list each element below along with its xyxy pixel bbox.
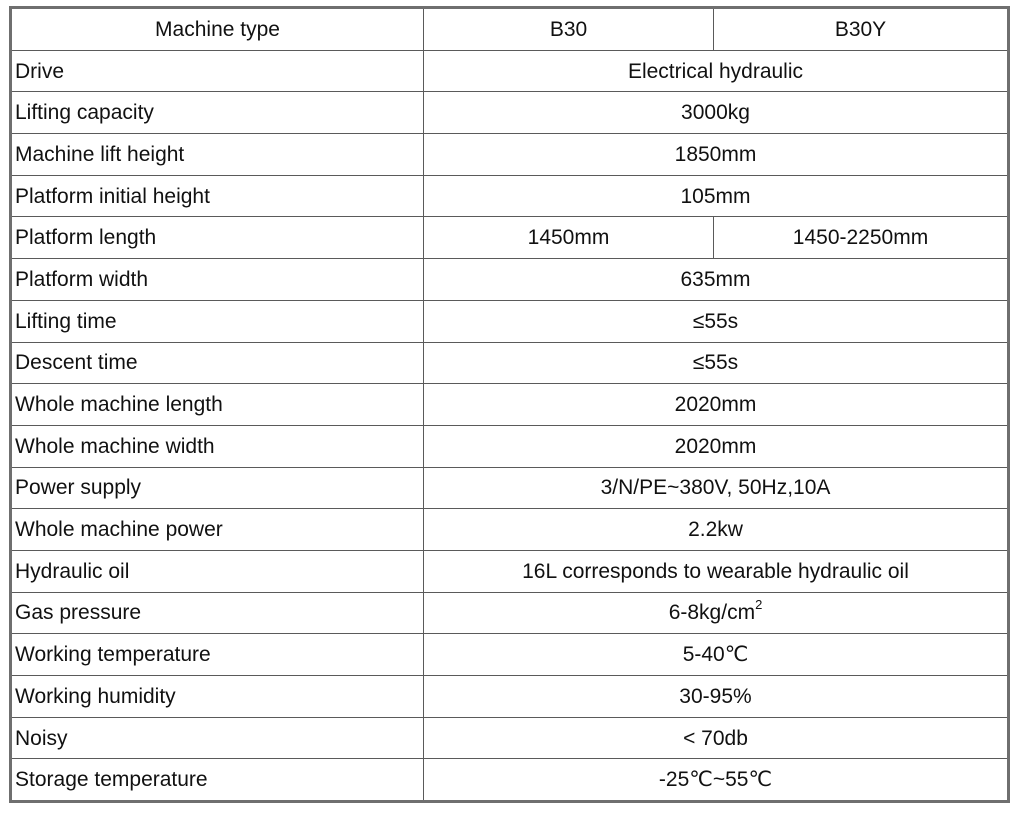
spec-table [9,6,1010,803]
table-row [11,467,1009,509]
table-row [11,175,1009,217]
table-row [11,550,1009,592]
superscript: 2 [755,597,763,613]
table-row [11,759,1009,802]
row-label: Platform length [11,217,424,259]
row-label: Hydraulic oil [11,550,424,592]
row-label: Platform width [11,259,424,301]
table-row [11,509,1009,551]
row-label: Power supply [11,467,424,509]
table-row [11,342,1009,384]
table-row [11,676,1009,718]
row-value: 5-40℃ [424,634,1009,676]
table-row [11,634,1009,676]
table-row [11,384,1009,426]
row-value: 16L corresponds to wearable hydraulic oil [424,550,1009,592]
header-label-cell: Machine type [11,8,424,51]
row-value: 2020mm [424,384,1009,426]
table-row [11,592,1009,634]
row-value: 30-95% [424,676,1009,718]
row-value-b30: 1450mm [424,217,714,259]
table-row [11,50,1009,92]
row-value: ≤55s [424,300,1009,342]
row-label: Working temperature [11,634,424,676]
row-label: Noisy [11,717,424,759]
row-value: < 70db [424,717,1009,759]
table-row [11,300,1009,342]
row-label: Storage temperature [11,759,424,802]
row-value-b30y: 1450-2250mm [714,217,1009,259]
row-label: Lifting capacity [11,92,424,134]
row-value-with-sup [424,592,1009,634]
row-label: Lifting time [11,300,424,342]
row-value: 635mm [424,259,1009,301]
row-label: Working humidity [11,676,424,718]
row-label: Whole machine length [11,384,424,426]
row-label: Gas pressure [11,592,424,634]
table-row [11,134,1009,176]
header-row [11,8,1009,51]
table-row [11,425,1009,467]
table-row [11,717,1009,759]
row-value: 1850mm [424,134,1009,176]
row-value: 3/N/PE~380V, 50Hz,10A [424,467,1009,509]
table-row [11,92,1009,134]
row-label: Descent time [11,342,424,384]
table-row [11,217,1009,259]
row-value: -25℃~55℃ [424,759,1009,802]
row-label: Machine lift height [11,134,424,176]
row-label: Platform initial height [11,175,424,217]
row-label: Drive [11,50,424,92]
table-row [11,259,1009,301]
row-label: Whole machine width [11,425,424,467]
row-value: 2020mm [424,425,1009,467]
row-value: Electrical hydraulic [424,50,1009,92]
header-model-b30: B30 [424,8,714,51]
row-label: Whole machine power [11,509,424,551]
header-model-b30y: B30Y [714,8,1009,51]
row-value: ≤55s [424,342,1009,384]
row-value: 3000kg [424,92,1009,134]
row-value: 2.2kw [424,509,1009,551]
row-value: 6-8kg/cm [668,601,756,625]
row-value: 105mm [424,175,1009,217]
